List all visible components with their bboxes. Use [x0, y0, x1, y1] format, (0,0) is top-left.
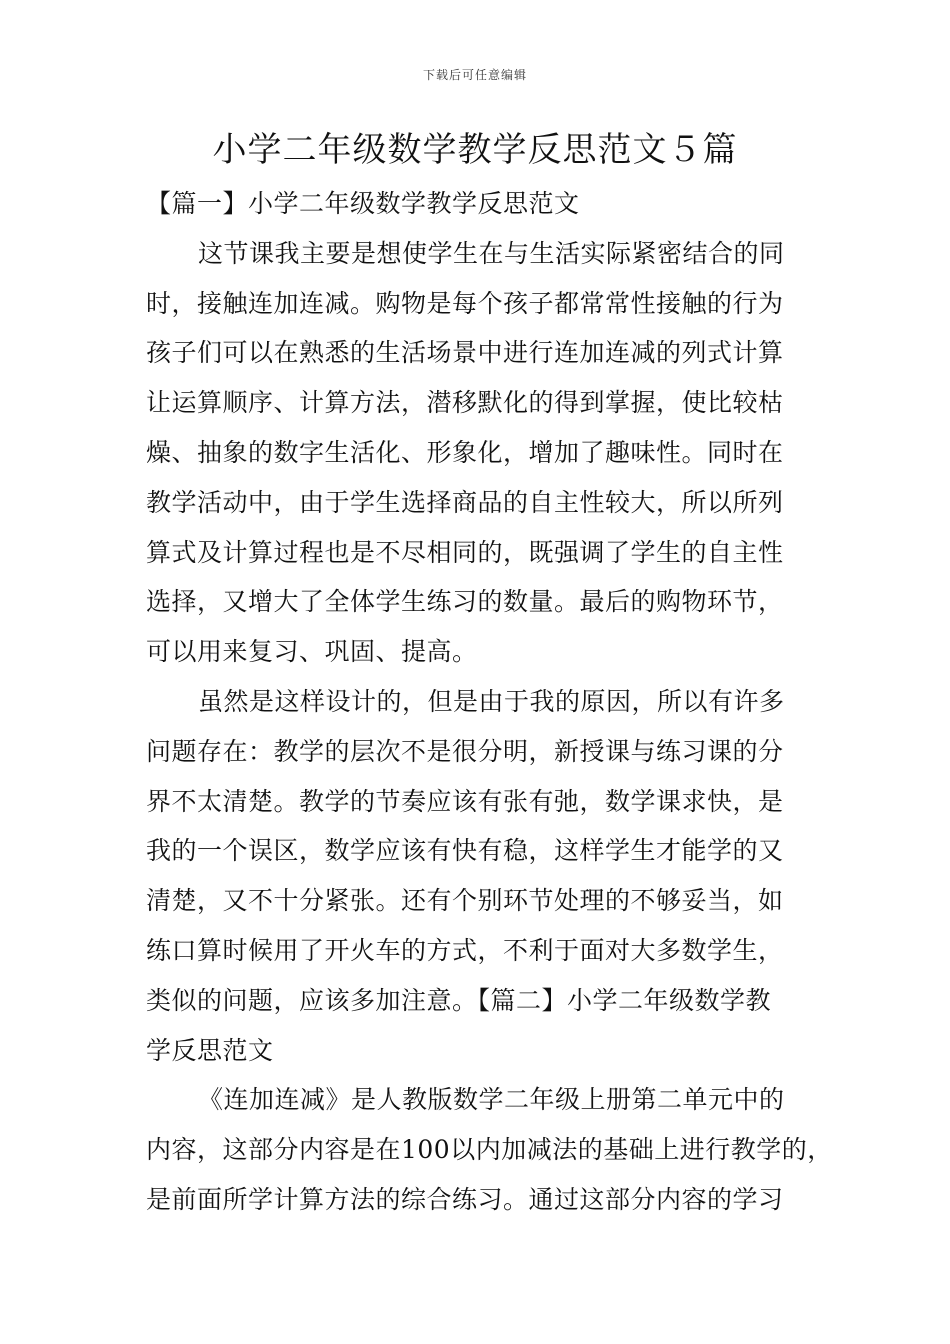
text-line: 算式及计算过程也是不尽相同的，既强调了学生的自主性 [146, 537, 784, 567]
text-line: 虽然是这样设计的，但是由于我的原因，所以有许多 [198, 686, 785, 716]
text-line: 练口算时候用了开火车的方式，不利于面对大多数学生， [146, 935, 784, 965]
document-title: 小学二年级数学教学反思范文５篇 [212, 130, 738, 170]
text-line: 选择，又增大了全体学生练习的数量。最后的购物环节， [146, 587, 784, 617]
text-line: 燥、抽象的数字生活化、形象化，增加了趣味性。同时在 [146, 437, 784, 467]
text-line: 问题存在：教学的层次不是很分明，新授课与练习课的分 [146, 736, 784, 766]
text-line: 我的一个误区，数学应该有快有稳，这样学生才能学的又 [146, 836, 784, 866]
text-line: 清楚，又不十分紧张。还有个别环节处理的不够妥当，如 [146, 886, 784, 916]
text-line: 内容，这部分内容是在100以内加减法的基础上进行教学的， [146, 1135, 833, 1165]
text-line: 让运算顺序、计算方法，潜移默化的得到掌握，使比较枯 [146, 388, 784, 418]
text-line: 可以用来复习、巩固、提高。 [146, 637, 478, 667]
header-note: 下载后可任意编辑 [422, 68, 527, 82]
text-line: 这节课我主要是想使学生在与生活实际紧密结合的同 [198, 238, 785, 268]
text-line: 孩子们可以在熟悉的生活场景中进行连加连减的列式计算 [146, 338, 784, 368]
text-line: 界不太清楚。教学的节奏应该有张有弛，数学课求快，是 [146, 786, 784, 816]
document-body [146, 179, 833, 1225]
text-line: 类似的问题，应该多加注意。【篇二】小学二年级数学教 [146, 985, 772, 1015]
text-line: 【篇一】小学二年级数学教学反思范文 [146, 189, 580, 218]
text-line: 教学活动中，由于学生选择商品的自主性较大，所以所列 [146, 487, 784, 517]
text-line: 时，接触连加连减。购物是每个孩子都常常性接触的行为 [146, 288, 784, 318]
text-line: 学反思范文 [146, 1035, 274, 1065]
text-line: 是前面所学计算方法的综合练习。通过这部分内容的学习 [146, 1184, 784, 1214]
text-line: 《连加连减》是人教版数学二年级上册第二单元中的 [198, 1085, 785, 1115]
